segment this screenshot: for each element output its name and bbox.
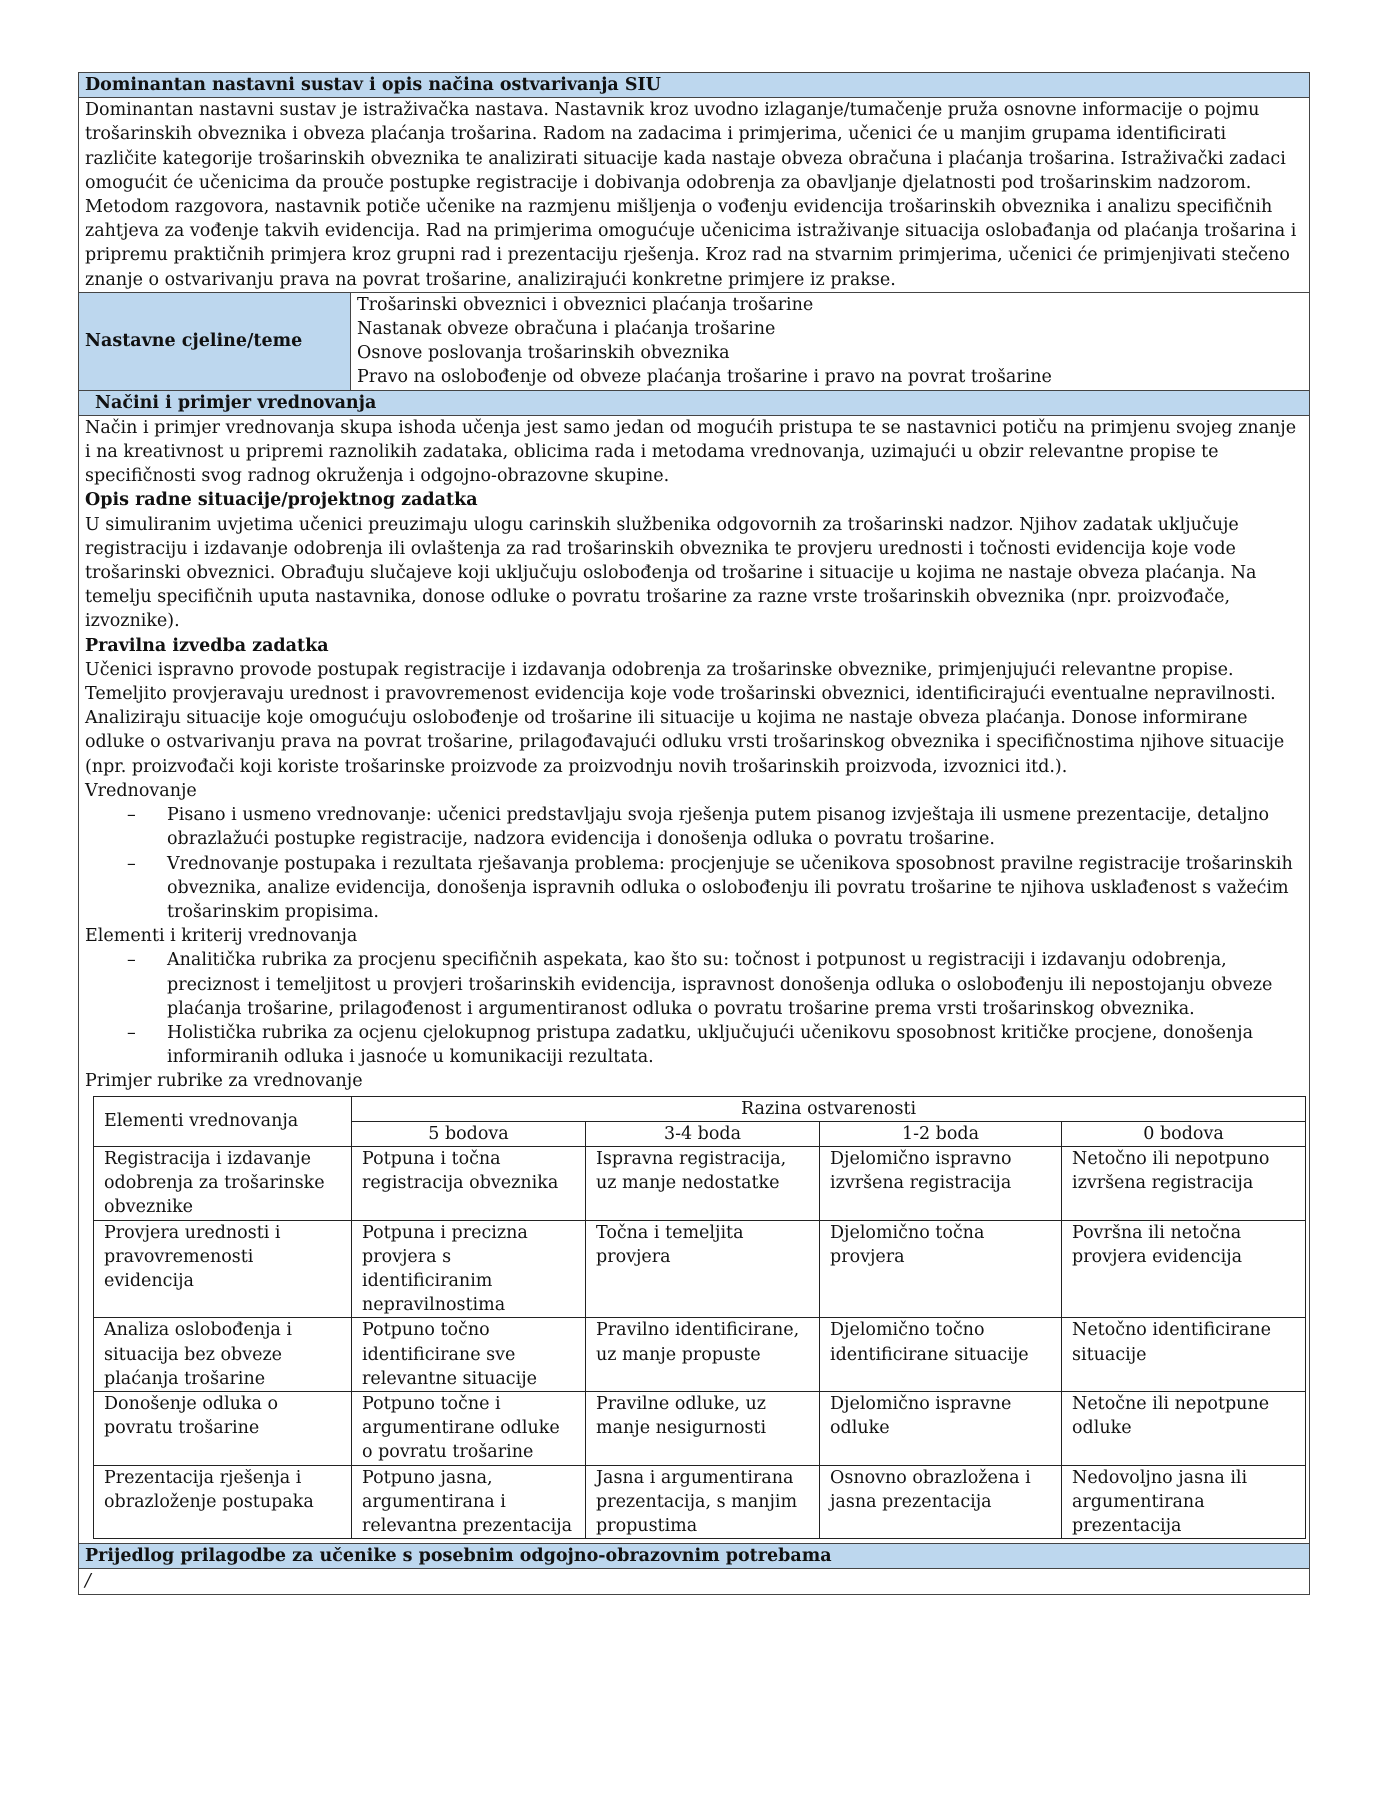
rubric-cell: Djelomično točno identificirane situacije <box>820 1318 1062 1392</box>
list-item: – Vrednovanje postupaka i rezultata rješavanja problema: procjenjuje se učenikova sposobnost pravilne registracije trošarinskih obveznika, analize evidencija, donošenja ispravnih odluka o oslobođenju ili povratu trošarine te njihova usklađenost s važećim trošarinskim propisima. <box>127 853 1293 922</box>
vrednovanje-list <box>85 803 1303 924</box>
rubric-level: 0 bodova <box>1062 1121 1306 1146</box>
evaluation-content <box>79 415 1310 1543</box>
elementi-heading: Elementi i kriterij vrednovanja <box>85 926 358 947</box>
dash-bullet: – <box>127 950 136 971</box>
elementi-list <box>85 948 1303 1069</box>
rubric-table <box>93 1096 1306 1540</box>
dash-bullet: – <box>127 1022 136 1043</box>
situation-text: U simuliranim uvjetima učenici preuzimaju ulogu carinskih službenika odgovornih za trošarinski nadzor. Njihov zadatak uključuje registraciju i izdavanje odobrenja ili ovlaštenja za rad trošarinskih obveznika te provjeru urednosti i točnosti evidencija koje vode trošarinski obveznici. Obrađuju slučajeve koji uključuju oslobođenja od trošarine i situacije u kojima ne nastaje obveza plaćanja. Na temelju specifičnih uputa nastavnika, donose odluke o povratu trošarine za razne vrste trošarinskih obveznika (npr. proizvođače, izvoznike). <box>85 514 1257 632</box>
rubric-element: Registracija i izdavanje odobrenja za trošarinske obveznike <box>94 1146 352 1220</box>
rubric-cell: Netočne ili nepotpune odluke <box>1062 1391 1306 1465</box>
rubric-cell: Pravilno identificirane, uz manje propuste <box>586 1318 820 1392</box>
rubric-cell: Površna ili netočna provjera evidencija <box>1062 1220 1306 1318</box>
rubric-cell: Nedovoljno jasna ili argumentirana prezentacija <box>1062 1465 1306 1539</box>
topic-item: Trošarinski obveznici i obveznici plaćanja trošarine <box>357 294 814 315</box>
topics-label: Nastavne cjeline/teme <box>79 292 351 390</box>
topics-list <box>351 292 1310 390</box>
evaluation-intro: Način i primjer vrednovanja skupa ishoda učenja jest samo jedan od mogućih pristupa te se nastavnici potiču na primjenu svojeg znanje i na kreativnost u pripremi raznolikih zadataka, oblicima rada i metodama vrednovanja, uzimajući u obzir relevantne propise te specifičnosti svog radnog okruženja i odgojno-obrazovne skupine. <box>85 417 1297 487</box>
topic-item: Nastanak obveze obračuna i plaćanja trošarine <box>357 319 776 340</box>
rubric-element: Provjera urednosti i pravovremenosti evidencija <box>94 1220 352 1318</box>
rubric-element: Analiza oslobođenja i situacija bez obveze plaćanja trošarine <box>94 1318 352 1392</box>
table-row <box>94 1318 1306 1392</box>
rubric-cell: Potpuna i precizna provjera s identificiranim nepravilnostima <box>352 1220 586 1318</box>
dash-bullet: – <box>127 853 136 874</box>
rubric-cell: Djelomično ispravne odluke <box>820 1391 1062 1465</box>
table-row <box>94 1220 1306 1318</box>
rubric-cell: Potpuno jasna, argumentirana i relevantna prezentacija <box>352 1465 586 1539</box>
rubric-level: 3-4 boda <box>586 1121 820 1146</box>
performance-text: Učenici ispravno provode postupak registracije i izdavanja odobrenja za trošarinske obveznike, primjenjujući relevantne propise. Temeljito provjeravaju urednost i pravovremenost evidencija koje vode trošarinski obveznici, identificirajući eventualne nepravilnosti. Analiziraju situacije koje omogućuju oslobođenje od trošarine ili situacije u kojima ne nastaje obveza plaćanja. Donose informirane odluke o ostvarivanju prava na povrat trošarine, prilagođavajući odluku vrsti trošarinskog obveznika i specifičnostima njihove situacije (npr. proizvođači koji koriste trošarinske proizvode za proizvodnju novih trošarinskih proizvoda, izvoznici itd.). <box>85 659 1285 777</box>
rubric-heading: Primjer rubrike za vrednovanje <box>85 1071 363 1092</box>
dash-bullet: – <box>127 805 136 826</box>
table-row <box>94 1146 1306 1220</box>
list-item: – Analitička rubrika za procjenu specifičnih aspekata, kao što su: točnost i potpunost u registraciji i izdavanju odobrenja, preciznost i temeljitost u provjeri trošarinskih evidencija, ispravnost donošenja odluka o oslobođenju ili nepostojanju obveze plaćanja trošarine, prilagođenost i argumentiranost odluka o povratu trošarine prema vrsti trošarinskog obveznika. <box>127 950 1273 1019</box>
adaptation-value: / <box>79 1569 1310 1594</box>
table-row <box>94 1391 1306 1465</box>
document <box>78 72 1309 1595</box>
rubric-cell: Osnovno obrazložena i jasna prezentacija <box>820 1465 1062 1539</box>
rubric-cell: Pravilne odluke, uz manje nesigurnosti <box>586 1391 820 1465</box>
curriculum-table <box>78 72 1310 1595</box>
rubric-cell: Netočno ili nepotpuno izvršena registracija <box>1062 1146 1306 1220</box>
list-item: – Holistička rubrika za ocjenu cjelokupnog pristupa zadatku, uključujući učenikovu sposobnost kritičke procjene, donošenja informiranih odluka i jasnoće u komunikaciji rezultata. <box>127 1022 1254 1068</box>
rubric-level: 5 bodova <box>352 1121 586 1146</box>
rubric-elements-header: Elementi vrednovanja <box>94 1096 352 1146</box>
rubric-cell: Jasna i argumentirana prezentacija, s manjim propustima <box>586 1465 820 1539</box>
section-header-evaluation: Načini i primjer vrednovanja <box>79 390 1310 415</box>
section-header-adaptation: Prijedlog prilagodbe za učenike s posebnim odgojno-obrazovnim potrebama <box>79 1544 1310 1569</box>
list-item: – Pisano i usmeno vrednovanje: učenici predstavljaju svoja rješenja putem pisanog izvještaja ili usmene prezentacije, detaljno obrazlažući postupke registracije, nadzora evidencija i donošenja odluka o povratu trošarine. <box>127 805 1270 850</box>
rubric-cell: Potpuna i točna registracija obveznika <box>352 1146 586 1220</box>
rubric-cell: Potpuno točno identificirane sve relevantne situacije <box>352 1318 586 1392</box>
performance-heading: Pravilna izvedba zadatka <box>85 635 329 656</box>
topic-item: Pravo na oslobođenje od obveze plaćanja trošarine i pravo na povrat trošarine <box>357 367 1052 388</box>
situation-heading: Opis radne situacije/projektnog zadatka <box>85 490 478 511</box>
rubric-level: 1-2 boda <box>820 1121 1062 1146</box>
teaching-system-description: Dominantan nastavni sustav je istraživačka nastava. Nastavnik kroz uvodno izlaganje/tumačenje pruža osnovne informacije o pojmu trošarinskih obveznika i obveza plaćanja trošarina. Radom na zadacima i primjerima, učenici će u manjim grupama identificirati različite kategorije trošarinskih obveznika te analizirati situacije kada nastaje obveza obračuna i plaćanja trošarina. Istraživački zadaci omogućit će učenicima da prouče postupke registracije i dobivanja odobrenja za obavljanje djelatnosti pod trošarinskim nadzorom. Metodom razgovora, nastavnik potiče učenike na razmjenu mišljenja o vođenju evidencija trošarinskih obveznika i analizu specifičnih zahtjeva za vođenje takvih evidencija. Rad na primjerima omogućuje učenicima istraživanje situacija oslobađanja od plaćanja trošarina i pripremu praktičnih primjera kroz grupni rad i prezentaciju rješenja. Kroz rad na stvarnim primjerima, učenici će primjenjivati stečeno znanje o ostvarivanju prava na povrat trošarine, analizirajući konkretne primjere iz prakse. <box>79 98 1310 293</box>
rubric-level-header: Razina ostvarenosti <box>352 1096 1306 1121</box>
section-header-teaching-system: Dominantan nastavni sustav i opis načina ostvarivanja SIU <box>79 73 1310 98</box>
rubric-cell: Djelomično točna provjera <box>820 1220 1062 1318</box>
vrednovanje-heading: Vrednovanje <box>85 780 197 801</box>
rubric-element: Donošenje odluka o povratu trošarine <box>94 1391 352 1465</box>
rubric-cell: Točna i temeljita provjera <box>586 1220 820 1318</box>
rubric-element: Prezentacija rješenja i obrazloženje postupaka <box>94 1465 352 1539</box>
topic-item: Osnove poslovanja trošarinskih obveznika <box>357 343 730 364</box>
rubric-cell: Djelomično ispravno izvršena registracija <box>820 1146 1062 1220</box>
rubric-cell: Netočno identificirane situacije <box>1062 1318 1306 1392</box>
rubric-cell: Ispravna registracija, uz manje nedostatke <box>586 1146 820 1220</box>
table-row <box>94 1465 1306 1539</box>
rubric-cell: Potpuno točne i argumentirane odluke o povratu trošarine <box>352 1391 586 1465</box>
